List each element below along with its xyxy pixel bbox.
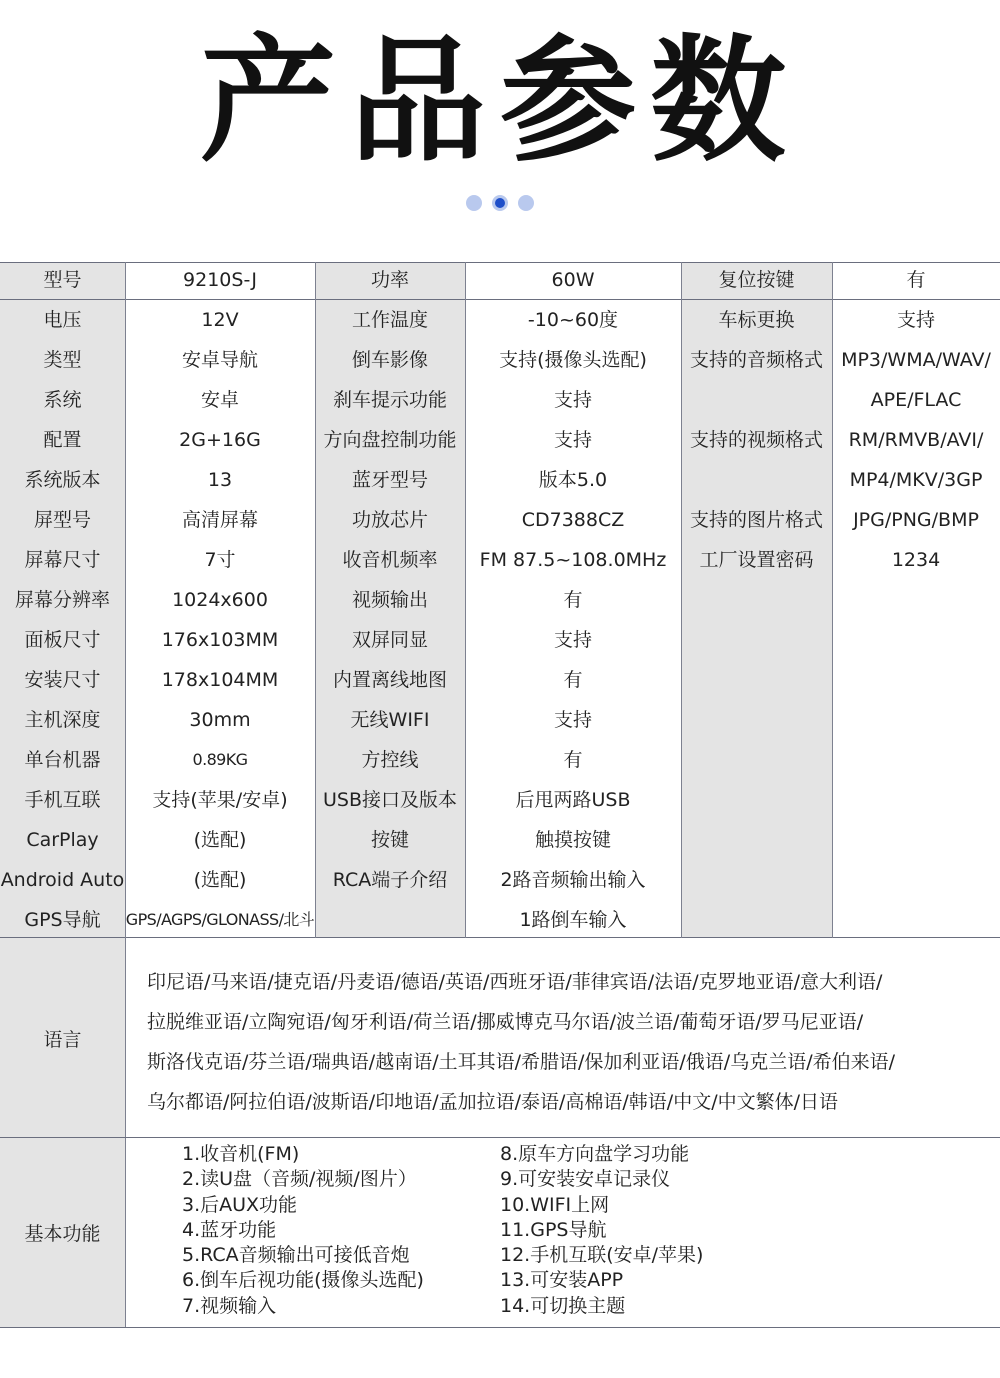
spec-label: 支持的音频格式 bbox=[689, 349, 823, 371]
spec-value: 支持 bbox=[553, 709, 592, 731]
spec-value: 后甩两路USB bbox=[515, 789, 631, 811]
spec-label bbox=[681, 460, 832, 500]
pagination-dot bbox=[518, 195, 534, 211]
spec-label: 屏幕分辨率 bbox=[14, 589, 110, 611]
spec-label: USB接口及版本 bbox=[322, 789, 457, 811]
language-label: 语言 bbox=[0, 938, 125, 1138]
spec-label: 系统 bbox=[43, 389, 82, 411]
spec-label bbox=[681, 380, 832, 420]
spec-label: 无线WIFI bbox=[350, 709, 430, 731]
spec-label: 功率 bbox=[370, 269, 409, 291]
spec-label: 功放芯片 bbox=[351, 509, 428, 531]
spec-label: 收音机频率 bbox=[342, 549, 438, 571]
spec-label: RCA端子介绍 bbox=[332, 869, 448, 891]
spec-label: 手机互联 bbox=[24, 789, 101, 811]
spec-label: 复位按键 bbox=[718, 269, 795, 291]
table-border bbox=[0, 1327, 1000, 1328]
functions-list-left bbox=[182, 1142, 424, 1319]
spec-value: 2路音频输出输入 bbox=[500, 869, 646, 891]
spec-value: 30mm bbox=[189, 709, 251, 731]
spec-label: 倒车影像 bbox=[351, 349, 428, 371]
spec-table bbox=[0, 262, 1000, 938]
spec-value: 有 bbox=[563, 669, 583, 691]
spec-label: 单台机器 bbox=[24, 749, 101, 771]
spec-label: 车标更换 bbox=[718, 309, 795, 331]
spec-label: 工厂设置密码 bbox=[699, 549, 814, 571]
language-line: 拉脱维亚语/立陶宛语/匈牙利语/荷兰语/挪威博克马尔语/波兰语/葡萄牙语/罗马尼亚语/ bbox=[147, 1011, 864, 1033]
language-line: 斯洛伐克语/芬兰语/瑞典语/越南语/土耳其语/希腊语/保加利亚语/俄语/乌克兰语/希伯来语/ bbox=[147, 1051, 896, 1073]
function-item: 8.原车方向盘学习功能 bbox=[500, 1143, 690, 1165]
spec-value: 支持 bbox=[896, 309, 935, 331]
spec-value: APE/FLAC bbox=[870, 389, 962, 411]
spec-value: JPG/PNG/BMP bbox=[853, 509, 979, 531]
spec-value: 2G+16G bbox=[179, 429, 261, 451]
spec-value: 60W bbox=[551, 269, 595, 291]
page-title: 产品参数 bbox=[200, 23, 800, 181]
spec-label: 类型 bbox=[43, 349, 82, 371]
spec-label: 电压 bbox=[43, 309, 82, 331]
spec-label: 支持的视频格式 bbox=[689, 429, 823, 451]
spec-value: MP4/MKV/3GP bbox=[849, 469, 983, 491]
function-item: 3.后AUX功能 bbox=[182, 1193, 298, 1216]
spec-value: 支持 bbox=[553, 389, 592, 411]
column-divider bbox=[125, 938, 126, 1138]
spec-value: CD7388CZ bbox=[521, 509, 625, 531]
functions-list-right bbox=[500, 1142, 703, 1319]
function-item: 10.WIFI上网 bbox=[500, 1193, 610, 1216]
spec-value: 支持(苹果/安卓) bbox=[152, 789, 288, 811]
spec-label: 按键 bbox=[370, 829, 409, 851]
spec-value: 高清屏幕 bbox=[181, 509, 258, 531]
spec-value: 9210S-J bbox=[183, 269, 257, 291]
language-line: 乌尔都语/阿拉伯语/波斯语/印地语/孟加拉语/泰语/高棉语/韩语/中文/中文繁体/日语 bbox=[147, 1091, 839, 1113]
spec-label: 屏幕尺寸 bbox=[24, 549, 101, 571]
spec-value: 12V bbox=[201, 309, 239, 331]
spec-value: 13 bbox=[207, 469, 233, 491]
spec-value: 版本5.0 bbox=[538, 469, 608, 491]
pagination-dot-active bbox=[492, 195, 508, 211]
spec-label: GPS导航 bbox=[24, 909, 101, 931]
spec-value: 176x103MM bbox=[161, 629, 279, 651]
spec-value: 1024x600 bbox=[172, 589, 268, 611]
spec-label: CarPlay bbox=[26, 829, 99, 851]
spec-value: GPS/AGPS/GLONASS/北斗 bbox=[125, 910, 315, 929]
spec-value: 1234 bbox=[891, 549, 941, 571]
spec-value: 支持 bbox=[553, 429, 592, 451]
column-divider bbox=[125, 1138, 126, 1327]
spec-label bbox=[315, 900, 465, 940]
pagination-dot bbox=[466, 195, 482, 211]
spec-value: -10~60度 bbox=[527, 309, 619, 331]
spec-label: 面板尺寸 bbox=[24, 629, 101, 651]
spec-label: 主机深度 bbox=[24, 709, 101, 731]
spec-label: 配置 bbox=[43, 429, 82, 451]
spec-label: 工作温度 bbox=[351, 309, 428, 331]
spec-value: 支持 bbox=[553, 629, 592, 651]
spec-value: 有 bbox=[563, 749, 583, 771]
spec-value: 0.89KG bbox=[192, 750, 248, 769]
functions-section bbox=[0, 1138, 1000, 1328]
spec-label: 方向盘控制功能 bbox=[323, 429, 457, 451]
function-item: 7.视频输入 bbox=[182, 1294, 277, 1317]
function-item: 2.读U盘（音频/视频/图片） bbox=[182, 1168, 417, 1191]
spec-value: (选配) bbox=[193, 869, 247, 891]
language-section bbox=[0, 938, 1000, 1138]
spec-value: 1路倒车输入 bbox=[519, 909, 627, 931]
function-item: 4.蓝牙功能 bbox=[182, 1218, 277, 1241]
functions-label: 基本功能 bbox=[0, 1138, 125, 1327]
language-list bbox=[147, 962, 987, 1122]
spec-value: RM/RMVB/AVI/ bbox=[848, 429, 984, 451]
spec-label: 双屏同显 bbox=[351, 629, 428, 651]
spec-label: Android Auto bbox=[0, 869, 125, 891]
spec-value: 支持(摄像头选配) bbox=[499, 349, 647, 371]
spec-value: MP3/WMA/WAV/ bbox=[841, 349, 991, 371]
spec-label: 型号 bbox=[43, 269, 82, 291]
spec-value: FM 87.5~108.0MHz bbox=[479, 549, 667, 571]
spec-label: 视频输出 bbox=[351, 589, 428, 611]
spec-value: 有 bbox=[906, 269, 926, 291]
spec-label: 方控线 bbox=[361, 749, 419, 771]
function-item: 1.收音机(FM) bbox=[182, 1143, 300, 1165]
function-item: 9.可安装安卓记录仪 bbox=[500, 1168, 671, 1191]
language-line: 印尼语/马来语/捷克语/丹麦语/德语/英语/西班牙语/菲律宾语/法语/克罗地亚语/意大利语/ bbox=[147, 971, 883, 993]
spec-value: (选配) bbox=[193, 829, 247, 851]
spec-value: 触摸按键 bbox=[534, 829, 611, 851]
function-item: 6.倒车后视功能(摄像头选配) bbox=[182, 1269, 424, 1292]
function-item: 5.RCA音频输出可接低音炮 bbox=[182, 1244, 410, 1267]
spec-label: 支持的图片格式 bbox=[689, 509, 823, 531]
pagination-dots bbox=[0, 195, 1000, 211]
spec-value: 安卓导航 bbox=[181, 349, 258, 371]
spec-label: 屏型号 bbox=[33, 509, 91, 531]
spec-value: 安卓 bbox=[200, 389, 239, 411]
spec-label: 刹车提示功能 bbox=[332, 389, 447, 411]
spec-value: 178x104MM bbox=[161, 669, 279, 691]
function-item: 12.手机互联(安卓/苹果) bbox=[500, 1244, 704, 1267]
function-item: 11.GPS导航 bbox=[500, 1218, 607, 1241]
spec-label: 安装尺寸 bbox=[24, 669, 101, 691]
spec-value: 有 bbox=[563, 589, 583, 611]
spec-label: 蓝牙型号 bbox=[351, 469, 428, 491]
function-item: 13.可安装APP bbox=[500, 1269, 624, 1292]
spec-label: 系统版本 bbox=[24, 469, 101, 491]
function-item: 14.可切换主题 bbox=[500, 1294, 626, 1317]
spec-value: 7寸 bbox=[204, 549, 236, 571]
spec-label: 内置离线地图 bbox=[332, 669, 447, 691]
